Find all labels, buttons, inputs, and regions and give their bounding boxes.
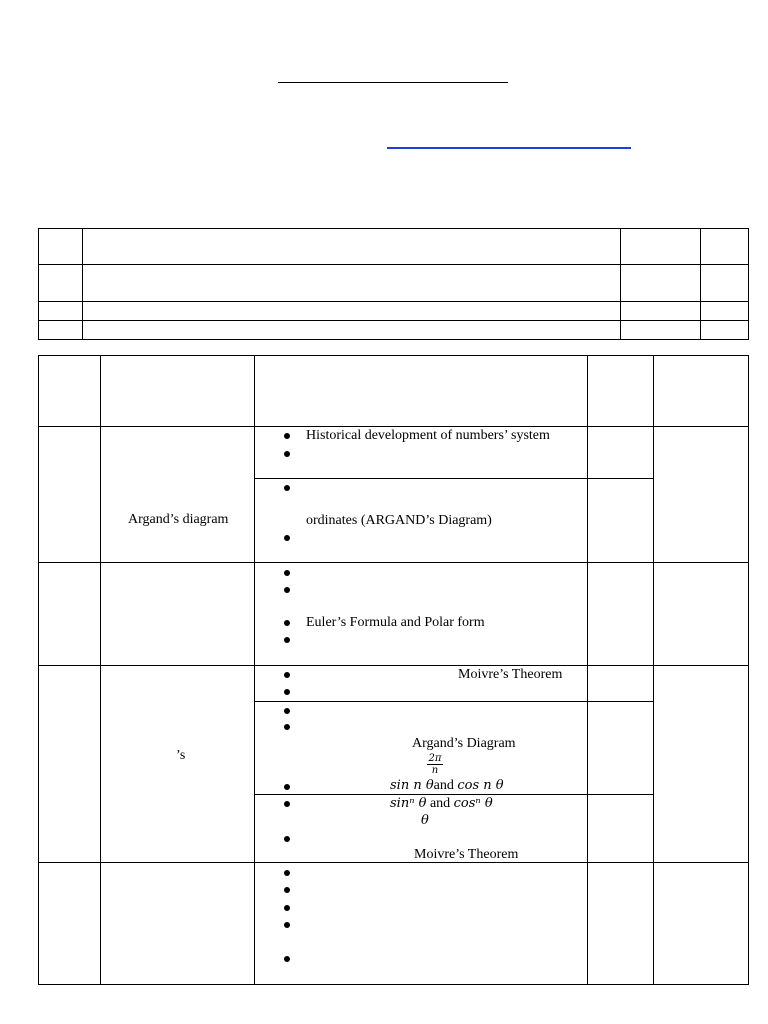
info-table-col-divider [82,228,83,340]
course-table-subrow-divider [254,478,653,479]
info-table-row-divider [38,320,749,321]
link-underline[interactable] [387,147,631,149]
course-table-border [38,355,749,985]
info-table-col-divider [700,228,701,340]
list-bullet [284,587,290,593]
course-table-subrow-divider [254,701,653,702]
formula-and: and [433,778,454,793]
list-item: ordinates (ARGAND’s Diagram) [306,513,492,528]
list-bullet [284,905,290,911]
formula-theta: θ [421,813,429,828]
list-item: Euler’s Formula and Polar form [306,615,485,630]
subtopic-possessive: ’s [176,748,186,763]
fraction-denominator: n [431,765,439,776]
course-table-row-divider [38,426,749,427]
course-table-subrow-divider [254,794,653,795]
formula-cos-n-theta: cos n θ [457,778,504,793]
course-table-row-divider [38,562,749,563]
info-table-border [38,228,749,340]
info-table-col-divider [620,228,621,340]
list-bullet [284,922,290,928]
list-bullet [284,836,290,842]
list-bullet [284,451,290,457]
title-underline [278,82,508,83]
list-item-formula [390,796,493,812]
fraction-2pi-over-n [427,753,443,776]
list-bullet [284,535,290,541]
course-table-col-divider [587,355,588,985]
list-bullet [284,689,290,695]
list-bullet [284,801,290,807]
formula-cos-power: cosⁿ θ [453,796,493,811]
list-bullet [284,485,290,491]
course-table-row-divider [38,862,749,863]
list-bullet [284,870,290,876]
list-bullet [284,887,290,893]
list-bullet [284,620,290,626]
list-bullet [284,570,290,576]
subtopic-argands-diagram: Argand’s diagram [128,512,229,527]
list-bullet [284,433,290,439]
info-table-row-divider [38,301,749,302]
fraction-numerator: 2π [428,753,442,764]
list-item-formula [390,778,504,794]
course-table-col-divider [653,355,654,985]
formula-sin-n-theta: sin n θ [390,778,434,793]
list-item: Argand’s Diagram [412,736,516,751]
list-bullet [284,956,290,962]
list-item: Moivre’s Theorem [458,667,563,682]
list-item: Historical development of numbers’ system [306,428,550,443]
info-table-row-divider [38,264,749,265]
list-bullet [284,708,290,714]
list-bullet [284,784,290,790]
list-bullet [284,672,290,678]
course-table-col-divider [100,355,101,985]
list-bullet [284,724,290,730]
course-table-col-divider [254,355,255,985]
formula-and: and [426,796,454,811]
list-item: Moivre’s Theorem [414,847,519,862]
course-table-row-divider [38,665,749,666]
list-bullet [284,637,290,643]
formula-sin-power: sinⁿ θ [390,796,427,811]
